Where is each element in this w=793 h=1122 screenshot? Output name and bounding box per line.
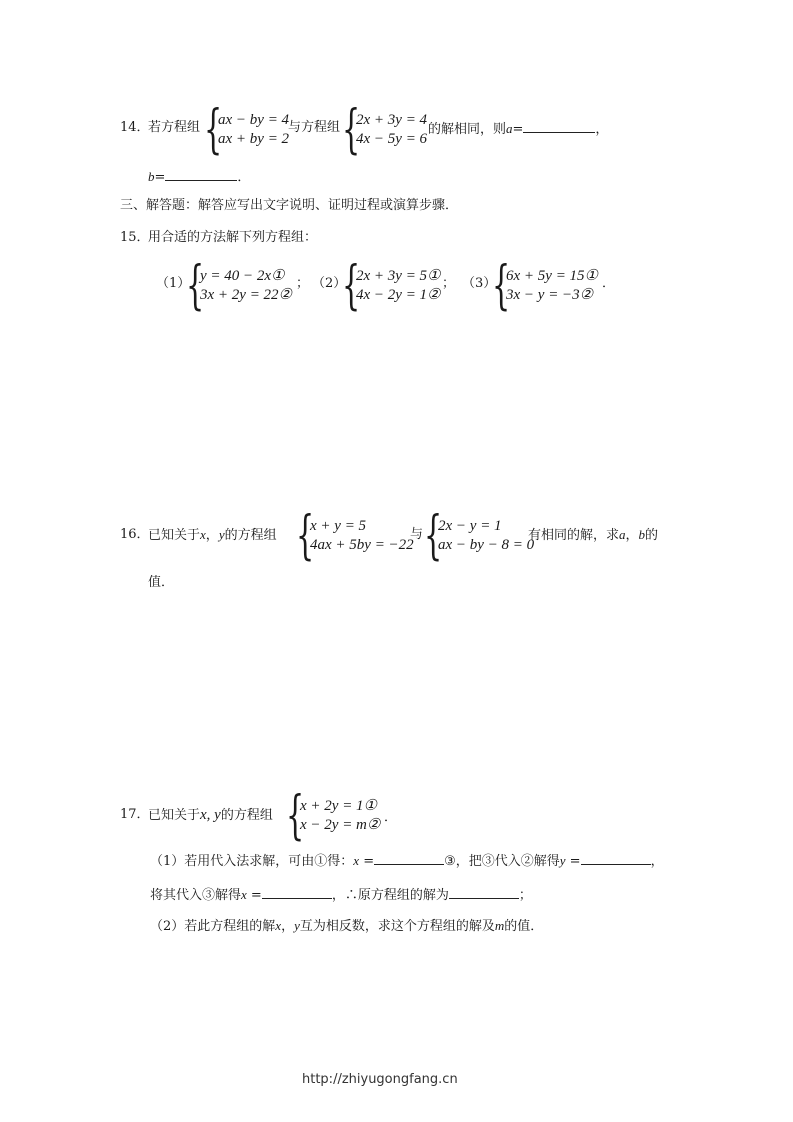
q17-p2-text-b: 互为相反数，求这个方程组的解及 [299,919,495,934]
q14-b-eq: = [154,170,166,185]
q16-y-var: y [218,527,225,542]
q17-p1-line2-text-a: 将其代入③解得 [150,888,242,903]
q14-tail: 的解相同，则 [428,122,507,137]
q16-number: 16． [120,527,150,542]
q14-b-answer-blank[interactable] [165,168,237,181]
q16-lead [148,527,277,544]
q17-p1-solution-blank[interactable] [449,886,519,899]
q16-sys1-eq2: 4ax + 5by = −22 [310,537,414,553]
q17-p1-line2-semicolon: ； [518,888,532,903]
footer-url[interactable]: http://zhiyugongfang.cn [302,1072,458,1087]
q14-sys1-eq2: ax + by = 2 [218,131,290,147]
q16-tail1-text: 有相同的解，求 [528,528,620,543]
q15-part2-sep: ； [442,276,456,291]
q17-p1-line2-x-var: x [241,887,247,902]
q17-vars: x, y [200,807,221,823]
q15-part2-eq2: 4x − 2y = 1② [356,287,441,303]
q17-p1-line2-text-b: ，∴原方程组的解为 [331,888,449,903]
q14-a-eq: = [512,122,524,137]
q16-comma2: ， [625,528,639,543]
q14-system-2 [342,100,428,160]
q15-part3-eq1: 6x + 5y = 15① [506,268,599,284]
q17-part1-line1 [150,852,664,870]
q17-part2 [150,918,543,935]
q17-sys-eq2: x − 2y = m② [300,817,381,833]
brace-icon: { [296,506,315,566]
q17-p1-text-a: （1）若用代入法求解，可由①得： [150,854,354,869]
q14-lead-text: 若方程组 [148,120,201,135]
q15-part3-system [492,256,599,316]
q17-p1-line2-x-blank[interactable] [262,886,332,899]
q14-number: 14． [120,120,150,135]
q17-p1-text-b: ③，把③代入②解得 [444,854,560,869]
q16-b-var: b [638,527,646,542]
brace-icon: { [424,506,443,566]
q16-x-var: x [200,527,206,542]
q14-b-var: b [148,169,155,184]
q17-p2-x-var: x [275,918,282,933]
brace-icon: { [342,100,361,160]
q14-sys1-eq1: ax − by = 4 [218,112,290,128]
q17-lead-text: 已知关于 [148,808,201,823]
q17-p1-x-var: x [353,853,360,868]
q17-p1-comma: ， [650,854,664,869]
q14-a-answer-blank[interactable] [523,120,595,133]
q16-system-1 [296,506,414,566]
q15-part1-sep: ； [296,276,310,291]
brace-icon: { [286,786,305,846]
q15-text: 用合适的方法解下列方程组： [148,230,318,245]
q14-tail-text [428,120,608,138]
q16-sys1-eq1: x + y = 5 [310,518,367,534]
q15-part1-eq2: 3x + 2y = 22② [200,287,293,303]
q17-mid-text: 的方程组 [220,808,273,823]
q15-part1-label: （1） [156,276,191,291]
q14-b-line [148,168,250,186]
q16-a-var: a [619,527,626,542]
q17-p2-m-var: m [494,918,505,933]
q14-sys2-eq1: 2x + 3y = 4 [356,112,428,128]
q17-p2-text-a: （2）若此方程组的解 [150,919,276,934]
q16-tail2-text: 的 [645,528,659,543]
q16-mid2-text: 与 [410,527,424,542]
section3-heading: 三、解答题：解答应写出文字说明、证明过程或演算步骤． [120,198,459,213]
q14-a-var: a [506,121,513,136]
q14-mid-text: 与方程组 [288,120,341,135]
q14-sys2-eq2: 4x − 5y = 6 [356,131,428,147]
q17-system [286,786,381,846]
q17-p1-y-blank[interactable] [581,852,651,865]
q17-p2-y-var: y [294,918,300,933]
brace-icon: { [492,256,511,316]
q17-number: 17． [120,807,150,822]
q16-comma: ， [205,528,219,543]
q15-part2-label: （2） [312,276,347,291]
q16-sys2-eq1: 2x − y = 1 [438,518,502,534]
q17-p1-line2-eq: = [246,888,262,903]
q15-part1-eq1: y = 40 − 2x① [200,268,285,284]
q15-part2-eq1: 2x + 3y = 5① [356,268,441,284]
q14-end: ． [237,170,251,185]
q14-comma: ， [595,122,609,137]
q15-part3-label: （3） [462,276,497,291]
brace-icon: { [204,100,223,160]
q17-part1-line2 [150,886,532,904]
q16-sys2-eq2: ax − by − 8 = 0 [438,537,535,553]
q17-p1-eq: = [359,854,375,869]
q16-mid1-text: 的方程组 [224,528,277,543]
q17-end: ． [384,810,398,825]
q15-number: 15． [120,230,150,245]
q15-part3-eq2: 3x − y = −3② [506,287,594,303]
q16-line2: 值． [148,575,175,590]
q17-p1-y-var: y [559,853,566,868]
q17-p1-eq2: = [565,854,581,869]
q16-tail [528,527,658,544]
brace-icon: { [186,256,205,316]
q16-system-2 [424,506,535,566]
q17-sys-eq1: x + 2y = 1① [300,798,378,814]
q14-system-1 [204,100,290,160]
q17-p2-text-c: 的值． [504,919,544,934]
q15-part1-system [186,256,293,316]
q15-part3-sep: ． [602,276,616,291]
q16-lead-text: 已知关于 [148,528,201,543]
q17-lead [148,807,273,824]
brace-icon: { [342,256,361,316]
q15-part2-system [342,256,441,316]
q17-p2-comma: ， [281,919,295,934]
q17-p1-x-blank[interactable] [374,852,444,865]
